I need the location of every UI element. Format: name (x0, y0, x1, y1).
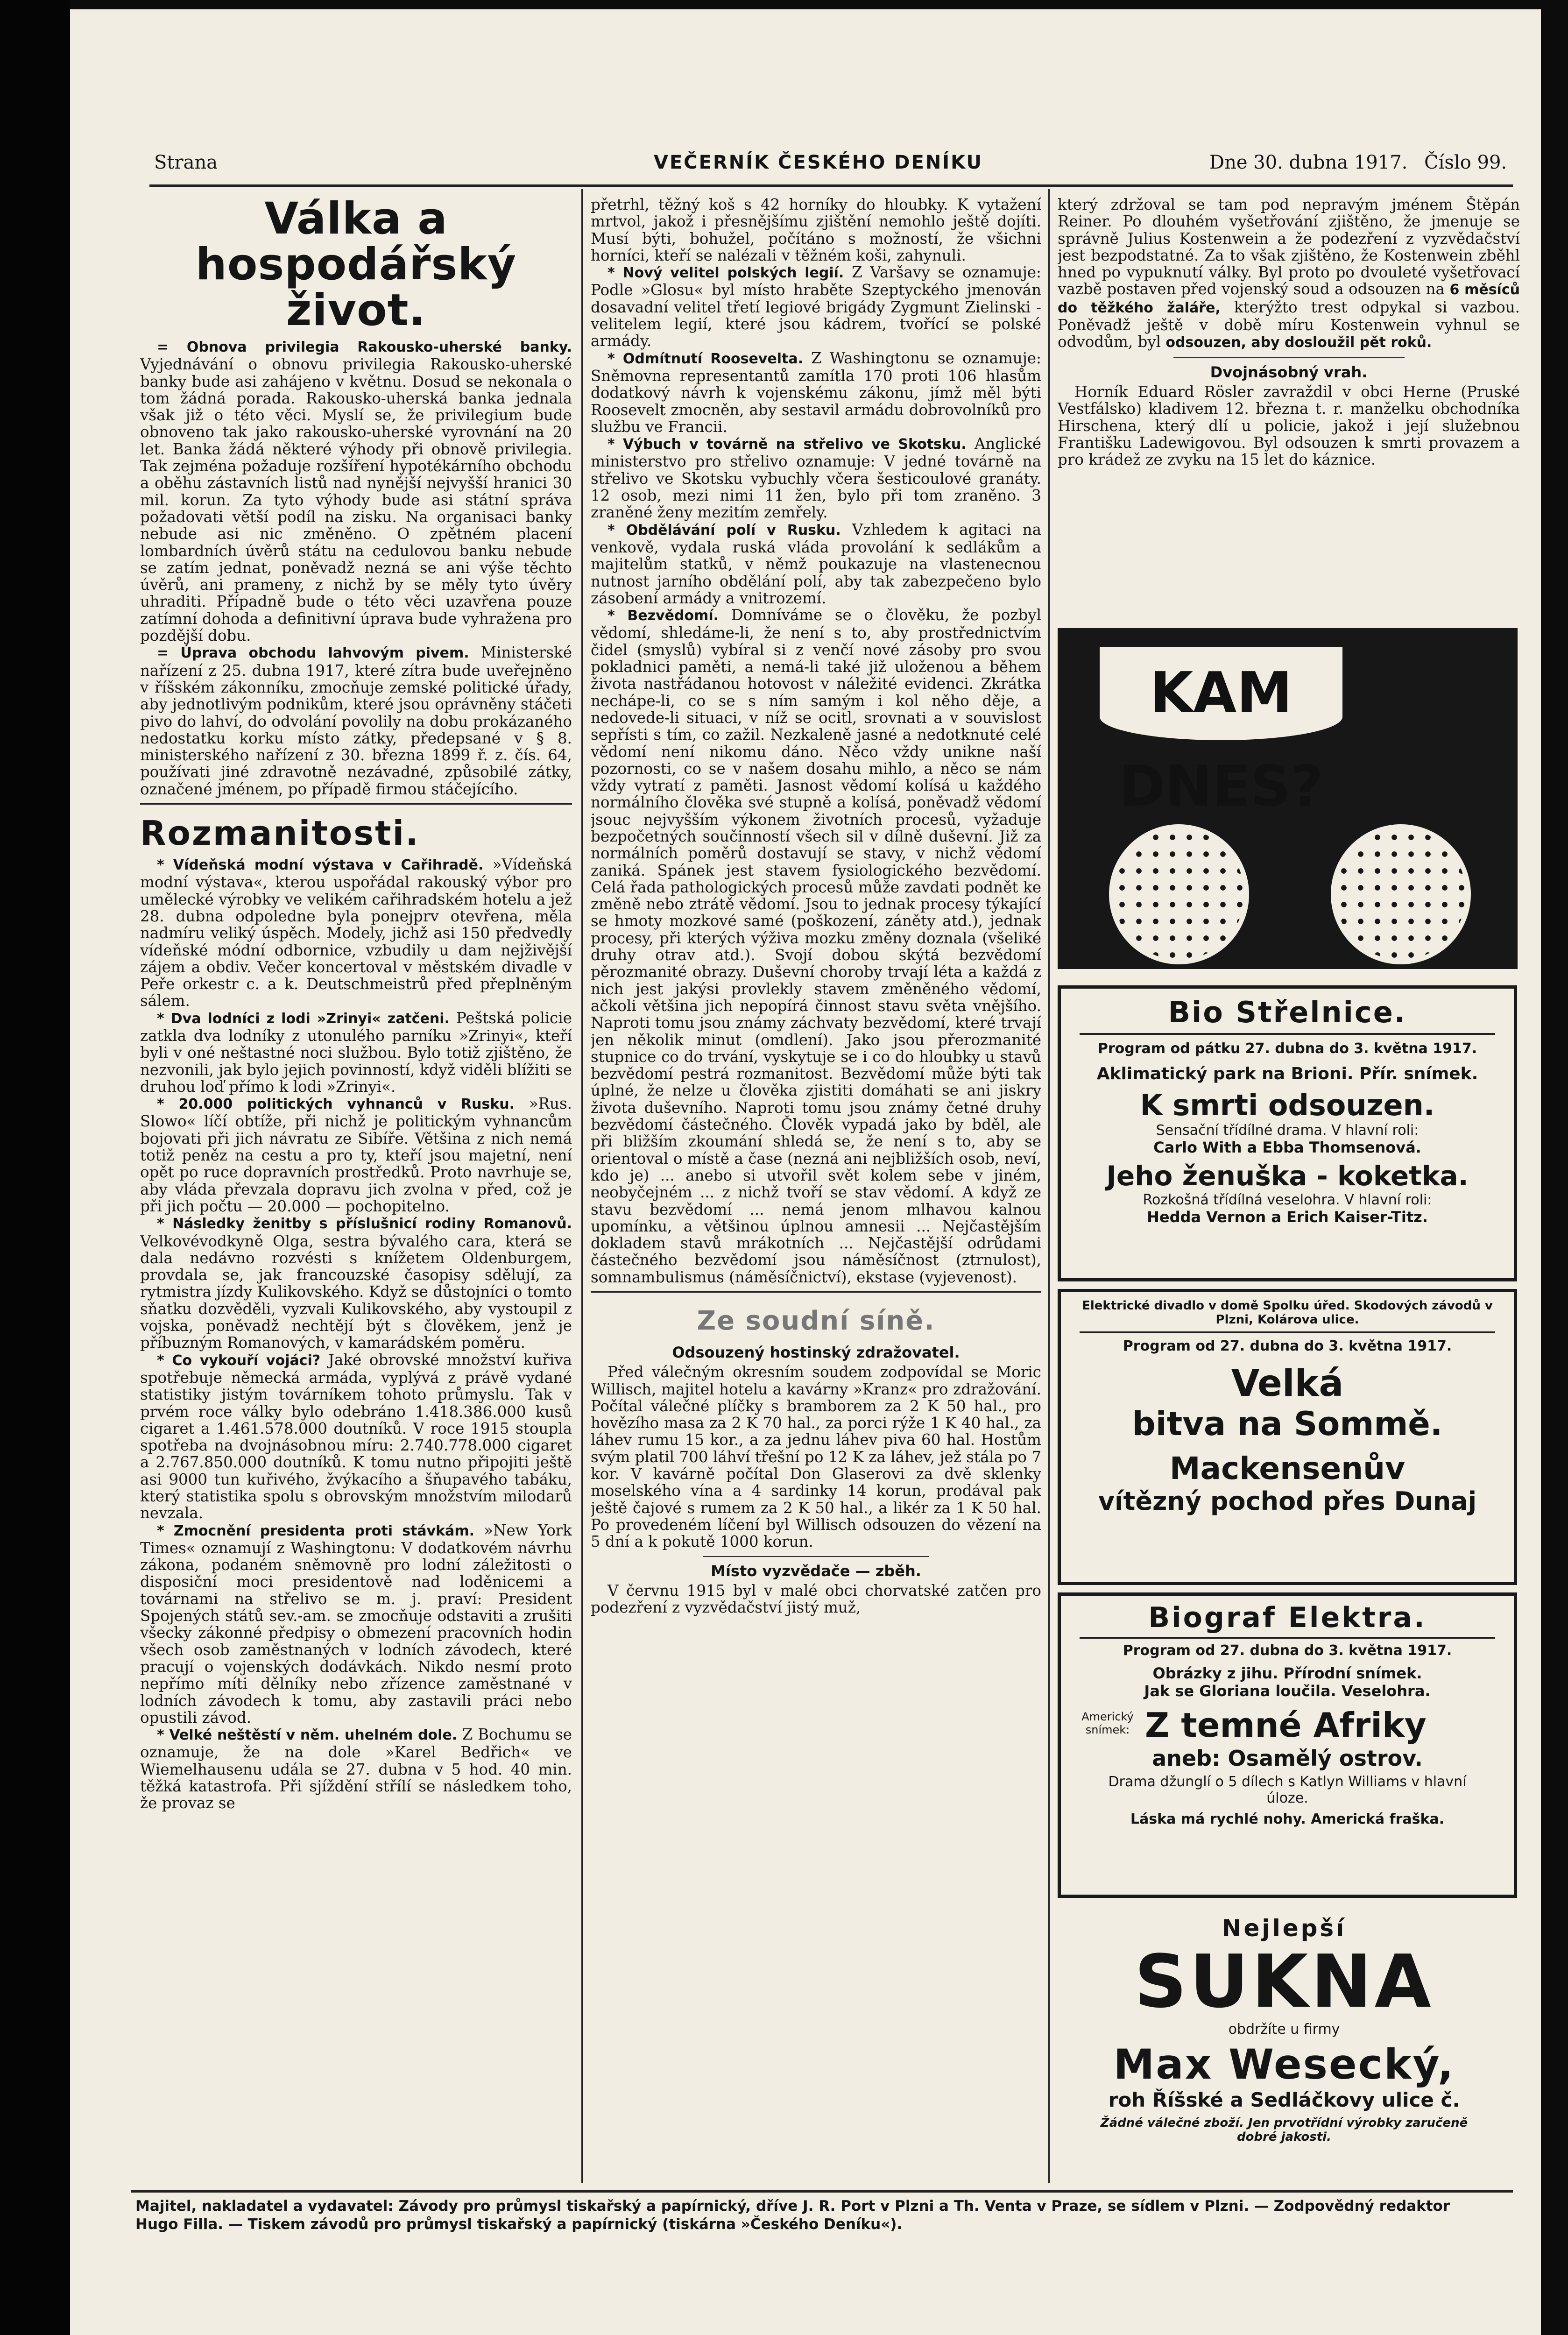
article-romanov-marriage: * Následky ženitby s příslušnicí rodiny Romanovů. Velkovévodkyně Olga, sestra bývalého cara, která se dala nedávno rozvésti s knížetem Oldenburgem, provdala se, jak francouzské časopisy sdělují, za rytmistra jízdy Kulikovského. Když se důstojníci o tomto sňatku dozvěděli, vyzvali Kulikovského, aby vystoupil z vojska, poněvadž nechtějí být s člověkem, jenž je příbuzným Romanových, v kamarádském poměru. (140, 1216, 572, 1352)
article-political-exiles: * 20.000 politických vyhnanců v Rusku. »Rus. Slowo« líčí obtíže, při nichž je politickým vyhnancům bojovati při jich návratu ze Sibíře. Většina z nich nemá totiž peněz na cestu a pro ty, kteří jsou majetní, není opět po ruce dopravních prostředků. Proto navrhuje se, aby vláda převzala dopravu jich zvolna v před, což je při jich počtu — 20.000 — pochopitelno. (140, 1095, 572, 1215)
ad-sukna-firm-label: obdržíte u firmy (1228, 2021, 1340, 2038)
lamp-icon (1109, 824, 1249, 964)
ad-bio-desc-3: Rozkošná třídílná veselohra. V hlavní roli: (1143, 1192, 1432, 1208)
article-mine-accident-continued: přetrhl, těžný koš s 42 horníky do hloubky. K vytažení mrtvol, jakož i přesnějšímu zjištění nemohlo ještě dojíti. Musí býti, bohužel, počítáno s možností, že všichni horníci, kteří se nalézali v těžném koši, zahynuli. (591, 196, 1041, 264)
article-polish-legions: * Nový velitel polských legií. Z Varšavy se oznamuje: Podle »Glosu« byl místo hraběte Szeptyckého jmenován dosavadní velitel třetí legiové brigády Zygmunt Zielinski - velitelem legií, které jsou kádrem, tvořící se polské armády. (591, 263, 1041, 350)
ad-bio-film-3: Jeho ženuška - koketka. (1106, 1160, 1469, 1192)
article-vienna-fashion: * Vídeňská modní výstava v Cařihradě. »Vídeňská modní výstava«, kterou uspořádal rakouský výbor pro umělecké výrobky ve velikém cařihradském hotelu a jež 28. dubna odpoledne byla ponejprv otevřena, měla nadmíru veliký úspěch. Modely, jichž asi 150 předvedly vídeňské módní odbornice, vzbudily u dam nejživější zájem a obdiv. Večer koncertoval v městském divadle v Peře orkestr c. a k. Deutschmeistrů před přeplněným sálem. (140, 856, 572, 1010)
ad-elektra-film-3-sub: aneb: Osamělý ostrov. (1152, 1746, 1423, 1771)
ad-skoda-theatre (1058, 1289, 1517, 1585)
ad-elektra-rule (1080, 1637, 1495, 1639)
footer-rule (131, 2190, 1513, 2193)
article-bottled-beer: = Úprava obchodu lahvovým pivem. Ministerské nařízení z 25. dubna 1917, které zítra bude uveřejněno v říšském zákonníku, zmocňuje zemské politické úřady, aby jednotlivým podnikům, které jsou oprávněny stáčeti pivo do lahví, do odvolání povolily na dobu prokázaného nedostatku korku místo zátky, předepsané v § 8. ministerského nařízení z 30. března 1899 ř. z. čís. 64, používati jiné zdravotně nezávadné, způsobilé zátky, označené jménem, po případě firmou stáčejícího. (140, 644, 572, 798)
ad-skoda-program: Program od 27. dubna do 3. května 1917. (1123, 1338, 1452, 1354)
ad-sukna-cloth: SUKNA (1134, 1939, 1434, 2024)
article-roosevelt: * Odmítnutí Roosevelta. Z Washingtonu se oznamuje: Sněmovna representantů zamítla 170 proti 106 hlasům dodatkový návrh k vojenskému zákonu, jímž měl býti Roosevelt zmocněn, aby sestavil armádu dobrovolníků pro službu ve Francii. (591, 349, 1041, 436)
ad-kam-dnes (1058, 628, 1518, 969)
ad-kam-dnes-sign: KAM DNES? (1100, 647, 1342, 740)
ad-elektra-name: Biograf Elektra. (1148, 1601, 1427, 1634)
film-edge (0, 0, 70, 2335)
case-deserter-continued: který zdržoval se tam pod nepravým jménem Štěpán Reiner. Po dlouhém vyšetřování zjištěno, že jmenuje se správně Julius Kostenwein a že podezření z vyzvědačství jest bezpodstatné. Za to však zjištěno, že Kostenwein zběhl hned po vypuknutí války. Byl proto po dvouleté vyšetřovací vazbě postaven před vojenský soud a odsouzen na 6 měsíců do těžkého žaláře, kterýžto trest odpykal si vazbou. Poněvadž ještě v době míru Kostenwein vyhnul se odvodům, byl odsouzen, aby dosloužil pět roků. (1058, 196, 1520, 351)
article-president-strikes: * Zmocnění presidenta proti stávkám. »New York Times« oznamují z Washingtonu: V dodatkovém návrhu zákona, podaném sněmovně pro lodní záležitosti o disposiční moci presidentově nad loděnicemi a továrnami na střelivo se m. j. praví: President Spojených států sev.-am. se zmocňuje odstaviti a zrušiti všecky zákonné předpisy o obmezení pracovních hodin všech osob zaměstnaných v lodních závodech, které pracují o vojenských dodávkách. Nikdo nesmí proto nepřímo míti dělníky nebo zřízence zaměstnané v lodních závodech k tomu, aby zastavili práci nebo opustili závod. (140, 1521, 572, 1726)
case-title-innkeeper: Odsouzený hostinský zdražovatel. (672, 1344, 960, 1361)
ad-sukna (1058, 1905, 1511, 2181)
case-double-murderer-body: Horník Eduard Rösler zavraždil v obci Herne (Pruské Vestfálsko) kladivem 12. března t. r. manželku obchodníka Hirschena, který dlí u policie, jakož i její služebnou Františku Ladewigovou. Byl odsouzen k smrti provazem a pro krádež ze zvyku na 15 let do káznice. (1058, 382, 1520, 469)
ad-bio-film-2: K smrti odsouzen. (1140, 1088, 1435, 1122)
page-header (79, 152, 1518, 189)
ad-biograf-elektra (1058, 1592, 1517, 1898)
header-rule (149, 184, 1513, 187)
case-divider-2 (1173, 357, 1405, 358)
section-rule-court (591, 1291, 1041, 1293)
ad-sukna-address: roh Říšské a Sedláčkovy ulice č. (1108, 2088, 1460, 2111)
ad-bio-program: Program od pátku 27. dubna do 3. května 1917. (1097, 1040, 1477, 1057)
ad-elektra-film-2: Jak se Gloriana loučila. Veselohra. (1144, 1682, 1431, 1700)
ad-skoda-film-1b: bitva na Sommě. (1132, 1405, 1443, 1443)
ad-elektra-film-3-row (1061, 1705, 1514, 1746)
case-title-deserter: Místo vyzvědače — zběh. (711, 1562, 921, 1580)
article-scotland-explosion: * Výbuch v továrně na střelivo ve Skotsku. Anglické ministerstvo pro střelivo oznamuje: V jedné továrně na střelivo ve Skotsku vybuchly včera šesticoulové granáty. 12 osob, mezi nimi 11 žen, bylo při tom zraněno. 3 zraněné ženy mezitím zemřely. (591, 435, 1041, 522)
ad-elektra-film-3: Z temné Afriky (1145, 1705, 1427, 1745)
ad-bio-name: Bio Střelnice. (1168, 995, 1407, 1029)
issue-date: Dne 30. dubna 1917. (1209, 152, 1408, 173)
column-2 (591, 196, 1041, 2181)
imprint-footer: Majitel, nakladatel a vydavatel: Závody pro průmysl tiskařský a papírnický, dříve J. R. Port v Plzni a Th. Venta v Praze, se sídlem v Plzni. — Zodpovědný redaktor Hugo Filla. — Tiskem závodů pro průmysl tiskařský a papírnický (tiskárna »Českého Deníku«). (135, 2198, 1450, 2233)
paper-name: VEČERNÍK ČESKÉHO DENÍKU (654, 152, 983, 173)
ad-bio-cast-3: Hedda Vernon a Erich Kaiser-Titz. (1147, 1208, 1428, 1226)
ad-bio-rule (1080, 1033, 1495, 1035)
ad-bio-cast-2: Carlo With a Ebba Thomsenová. (1153, 1139, 1421, 1156)
article-russia-fields: * Obdělávání polí v Rusku. Vzhledem k agitaci na venkově, vydala ruská vláda provolání k sedlákům a majitelům statků, v němž poukazuje na vlastenecnou nutnost jarního obdělání polí, aby tak zabezpečeno bylo zásobení armády a vnitrozemí. (591, 520, 1041, 607)
case-innkeeper-body: Před válečným okresním soudem zodpovídal se Moric Willisch, majitel hotelu a kavárny »Kranz« pro zdražování. Počítal válečné plíčky s bramborem za 2 K 50 hal., pro hovězího masa za 2 K 70 hal., za porci rýže 1 K 40 hal., za láhev rumu 15 kor., a za jednu láhev piva 60 hal. Hostům svým platil 700 láhví třešní po 12 K za láhev, jež stála po 7 kor. V kavárně počítal Don Glaserovi za dvě sklenky moselského vína a 4 sardinky 14 korun, prodával pak ještě čajové s rumem za 2 K 50 hal., a likér za 1 K 50 hal. Po provedeném líčení byl Willisch odsouzen do vězení na 5 dní a k pokutě 1000 korun. (591, 1363, 1041, 1551)
case-deserter-body: V červnu 1915 byl v malé obci chorvatské zatčen pro podezření z vyzvědačství jistý muž, (591, 1581, 1041, 1617)
ad-sukna-merchant: Max Wesecký, (1113, 2040, 1455, 2088)
section-title-miscellany: Rozmanitosti. (140, 814, 420, 853)
ad-elektra-film-4: Láska má rychlé nohy. Americká fraška. (1130, 1811, 1445, 1827)
column-divider-2 (1048, 189, 1050, 2183)
article-mine-accident: * Velké neštěstí v něm. uhelném dole. Z Bochumu se oznamuje, že na dole »Karel Bedřich« ve Wiemelhausenu udála se 27. dubna v 5 hod. 40 min. těžká katastrofa. Při sjíždění střílí se následkem toho, že provaz se (140, 1726, 572, 1812)
column-1 (140, 196, 572, 2181)
ad-bio-strelnice (1058, 985, 1517, 1281)
page-label: Strana (154, 152, 218, 173)
section-title-war-economy: Válka a hospodářský život. (195, 196, 517, 336)
ad-skoda-film-1a: Velká (1231, 1363, 1344, 1405)
column-divider-1 (581, 189, 583, 2183)
ad-bio-desc-2: Sensační třídílné drama. V hlavní roli: (1156, 1122, 1419, 1139)
ad-elektra-program: Program od 27. dubna do 3. května 1917. (1123, 1642, 1452, 1659)
case-divider (703, 1556, 929, 1557)
section-title-courtroom: Ze soudní síně. (697, 1306, 935, 1336)
section-rule (140, 803, 572, 805)
ad-elektra-film-1: Obrázky z jihu. Přírodní snímek. (1152, 1664, 1422, 1682)
issue-number: Číslo 99. (1424, 152, 1507, 173)
article-soldiers-smoking: * Co vykouří vojáci? Jaké obrovské množství kuřiva spotřebuje německá armáda, vyplývá z právě vydané statistiky jistým továrníkem tohoto průmyslu. Tak v prvém roce války bylo odebráno 1.418.386.000 kusů cigaret a 1.461.578.000 doutníků. V roce 1915 stoupla spotřeba na dvojnásobnou míru: 2.740.778.000 cigaret a 2.767.850.000 doutníků. K tomu nutno připojiti ještě asi 9000 tun kuřivého, žvýkacího a šňupavého tabáku, který statistika spolu s obrovským množstvím milodarů nevzala. (140, 1351, 572, 1522)
article-unconsciousness: * Bezvědomí. Domníváme se o člověku, že pozbyl vědomí, shledáme-li, že není s to, aby prostřednictvím čidel (smyslů) vybíral si z venčí nové zásoby pro svou pokladnici paměti, a nemá-li také již uloženou a během života nastřádanou hotovost v náležité evidenci. Zkrátka nechápe-li, co se s ním samým i kol něho děje, a nedovede-li situaci, v níž se ocitl, srovnati a v souvislost sepřísti s tím, co zažil. Nezkaleně jasné a nedotknuté celé vědomí není nikomu dáno. Něco vždy unikne naší pozornosti, co se v našem dosahu mihlo, a něco se nám vždy vytratí z paměti. Jasnost vědomí kolísá u každého normálního člověka své stupně a kolísá, poněvadž vědomí jsouc nejvyšším výkonem životních procesů, vyžaduje bezpočetných součinností všech sil v dílně duševní. Již za normálních poměrů dostavují se stavy, v nichž vědomí zaniká. Spánek jest stavem fysiologického bezvědomí. Celá řada pathologických procesů může zavdati podnět ke změně nebo ztrátě vědomí. Jsou to jednak procesy týkající se hmoty mozkové samé (poškození, záněty atd.), jednak procesy, při kterých výživa mozku změny doznala (všeliké druhy otrav atd.). Svojí dobou skýtá bezvědomí pěrozmanité obrazy. Duševní choroby trvají léta a každá z nich jest jakýsi provlekly stavem změněného vědomí, ačkoli většina jich nepopírá činnost stavu světa vnějšího. Naproti tomu jsou známy záchvaty bezvědomí, které trvají jen několik minut (omdlení). Jako jsou přerozmanité stupnice co do trvání, vyskytuje se i co do hloubky u stavů bezvědomí pestrá rozmanitost. Bezvědomí může býti tak úplné, že nelze u člověka zjistiti domáhati se ani jiskry života duševního. Naproti tomu jsou známy četné druhy bezvědomí částečného. Člověk vypadá jako by bděl, ale při bližším zkoumání shledá se, že není s to, aby se orientoval o místě a čase (nezná ani nejbližších osob, neví, kdo je) ... anebo si utvořil svět kolem sebe v jiném, neobyčejném ... z nichž tvoří se stav vědomí. A když ze stavu bezvědomí ... nemá jenom mlhavou kalnou upomínku, a většinou úplnou amnesii ... Nejčastějším dokladem stavů mrákotních ... Nejčastější odrůdami částečného bezvědomí jsou náměsíčnost (ztrnulost), somnambulismus (náměsíčnictví), ekstase (vyjevenost). (591, 606, 1041, 1286)
ad-skoda-rule (1080, 1331, 1495, 1333)
ad-elektra-film-3-label: Americký snímek: (1081, 1710, 1134, 1736)
case-title-double-murderer: Dvojnásobný vrah. (1210, 363, 1368, 381)
ad-skoda-film-2b: vítězný pochod přes Dunaj (1098, 1486, 1477, 1516)
article-bank-privilege: = Obnova privilegia Rakousko-uherské banky. Vyjednávání o obnovu privilegia Rakousko-uherské banky bude asi zahájeno v květnu. Dosud se nekonala o tom žádná porada. Rakousko-uherská banka jednala však již o této věci. Myslí se, že privilegium bude obnoveno tak jako rakousko-uherské vyrovnání na 20 let. Banka žádá některé výhody při obnově privilegia. Tak zejména požaduje rozšíření hypotékárního obchodu a oběhu zástavních listů nad nynější nejvyšší hranici 30 mil. korun. Za tyto výhody bude asi státní správa požadovati větší podíl na zisku. Na organisaci banky nebude asi nic změněno. O zpětném placení lombardních úvěrů státu na cedulovou banku nebude se zatím jednat, poněvadž nezná se ani výše těchto úvěrů, ani prameny, z nichž by se měly tyto úvěry uhraditi. Případně bude o této věci uzavřena pouze zatímní dohoda a definitivní úprava bude vyhražena pro pozdější dobu. (140, 339, 572, 645)
lamp-icon (1331, 824, 1471, 964)
ad-skoda-venue: Elektrické divadlo v domě Spolku úřed. Skodových závodů v Plzni, Kolárova ulice. (1082, 1299, 1493, 1327)
article-zrinyi-sailors: * Dva lodníci z lodi »Zrinyi« zatčeni. Peštská policie zatkla dva lodníky z utonulého parníku »Zrinyi«, kteří byli v oné neštastné noci službou. Bylo totiž zjištěno, že nezvonili, jak bylo jejich povinností, když viděli blížiti se druhou loď přímo k lodi »Zrinyi«. (140, 1009, 572, 1096)
column-3-text (1058, 196, 1520, 607)
ad-sukna-quality: Žádné válečné zboží. Jen prvotřídní výrobky zaručeně dobré jakosti. (1100, 2116, 1468, 2144)
ad-sukna-best: Nejlepší (1222, 1915, 1347, 1942)
ad-skoda-film-2a: Mackensenův (1169, 1451, 1406, 1486)
ad-bio-film-1: Aklimatický park na Brioni. Přír. snímek. (1096, 1064, 1478, 1083)
ad-elektra-film-3-desc: Drama džunglí o 5 dílech s Katlyn Williams v hlavní úloze. (1108, 1774, 1467, 1806)
